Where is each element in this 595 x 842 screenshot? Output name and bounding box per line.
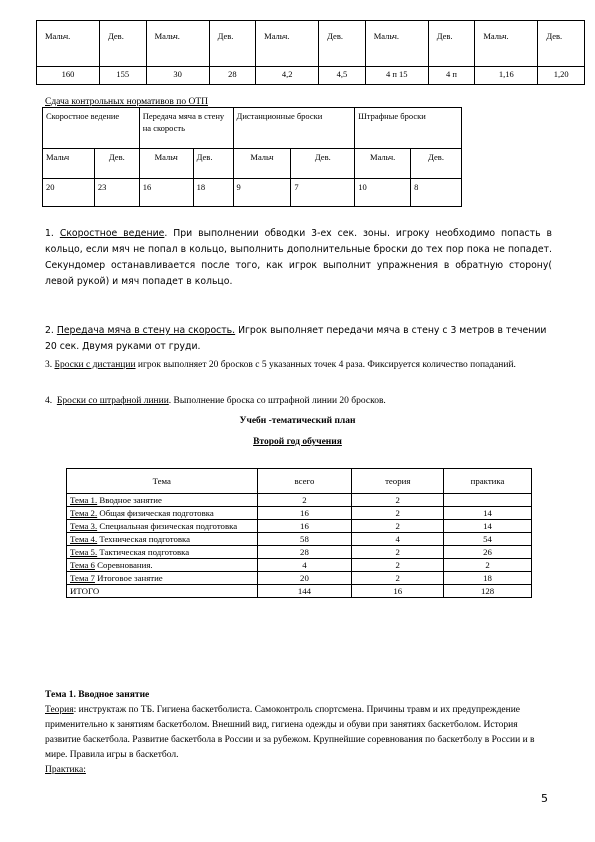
norms-results-value-row <box>37 67 585 85</box>
norms-results-header: Дев. <box>100 21 147 67</box>
topic-1-section <box>45 688 555 778</box>
topic-theory: 2 <box>352 520 444 533</box>
item-number: 1. <box>45 228 54 239</box>
norms-results-value: 4 п <box>428 67 475 85</box>
ofp-value: 8 <box>411 179 462 207</box>
topic-practice: 14 <box>444 520 532 533</box>
curriculum-total-row <box>67 585 532 598</box>
norms-results-header: Мальч. <box>365 21 428 67</box>
topic-theory: 2 <box>352 494 444 507</box>
topic-number: Тема 3. <box>70 521 98 531</box>
norms-results-value: 1,16 <box>475 67 538 85</box>
ofp-value: 20 <box>43 179 95 207</box>
norms-results-header: Дев. <box>319 21 366 67</box>
ofp-group-row <box>43 108 462 149</box>
test-text: игрок выполняет 20 бросков с 5 указанных точек 4 раза. Фиксируется количество попаданий. <box>135 360 516 370</box>
grand-theory: 16 <box>352 585 444 598</box>
topic-total: 2 <box>257 494 352 507</box>
norms-results-header: Дев. <box>538 21 585 67</box>
test-name: Броски со штрафной линии <box>56 396 169 406</box>
norms-results-header-row <box>37 21 585 67</box>
ofp-value: 16 <box>139 179 193 207</box>
test-text: . При выполнении обводки 3-ех сек. зоны. игроку необходимо попасть в кольцо, если мяч не попал в кольцо, выполнить дополнительные броски до тех пор пока не попадет. Секундомер останавливается после того, как игрок выполнит упражнения в обратную сторону( левой рукой) и мяч попадет в кольцо. <box>45 228 552 287</box>
test-description-1 <box>45 226 552 290</box>
norms-results-header: Мальч. <box>256 21 319 67</box>
test-name: Передача мяча в стену на скорость. <box>56 325 236 336</box>
topic-practice <box>444 494 532 507</box>
test-description-4 <box>45 394 550 409</box>
grand-total: 144 <box>257 585 352 598</box>
topic-name: Соревнования. <box>94 560 153 570</box>
total-label: ИТОГО <box>67 585 258 598</box>
topic-total: 16 <box>257 520 352 533</box>
curriculum-row <box>67 507 532 520</box>
norms-results-header: Дев. <box>209 21 256 67</box>
topic-name: Общая физическая подготовка <box>97 508 214 518</box>
plan-title: Учебн -тематический план <box>239 416 356 426</box>
topic-name: Техническая подготовка <box>97 534 191 544</box>
norms-results-value: 4,5 <box>319 67 366 85</box>
ofp-subheader: Мальч. <box>355 149 411 179</box>
ofp-subheader: Дев. <box>291 149 355 179</box>
topic-total: 28 <box>257 546 352 559</box>
norms-results-value: 30 <box>146 67 209 85</box>
grand-practice: 128 <box>444 585 532 598</box>
topic-practice: 18 <box>444 572 532 585</box>
ofp-value: 7 <box>291 179 355 207</box>
topic-number: Тема 7 <box>70 573 95 583</box>
curriculum-table <box>66 468 532 598</box>
norms-results-header: Мальч. <box>475 21 538 67</box>
plan-year: Второй год обучения <box>253 437 342 447</box>
norms-results-value: 160 <box>37 67 100 85</box>
curriculum-header-row <box>67 469 532 494</box>
test-text: . Выполнение броска со штрафной линии 20 бросков. <box>168 396 386 406</box>
theory-label: Теория <box>45 705 74 715</box>
ofp-subheader: Дев. <box>94 149 139 179</box>
theory-text: : инструктаж по ТБ. Гигиена баскетболиста. Самоконтроль спортсмена. Причины травм и их предупреждение применительно к занятиям баскетболом. Внешний вид, гигиена одежды и обуви при занятиях баскетболом. История развитие баскетбола. Развитие баскетбола в России и за рубежом. Крупнейшие соревнования по баскетболу в России и в мире. Правила игры в баскетбол. <box>45 705 535 760</box>
item-number: 2. <box>45 325 54 336</box>
ofp-group-header: Скоростное ведение <box>43 108 140 149</box>
norms-results-value: 4 п 15 <box>365 67 428 85</box>
test-description-3 <box>45 358 550 373</box>
ofp-value-row <box>43 179 462 207</box>
topic-name: Специальная физическая подготовка <box>97 521 238 531</box>
topic-total: 4 <box>257 559 352 572</box>
norms-results-header: Дев. <box>428 21 475 67</box>
norms-results-table <box>36 20 585 85</box>
topic-theory: 2 <box>352 546 444 559</box>
ofp-value: 23 <box>94 179 139 207</box>
topic-practice: 14 <box>444 507 532 520</box>
curriculum-row <box>67 533 532 546</box>
item-number: 4. <box>45 396 53 406</box>
ofp-subheader: Дев. <box>193 149 233 179</box>
topic-number: Тема 4. <box>70 534 98 544</box>
curriculum-row <box>67 572 532 585</box>
topic-practice: 26 <box>444 546 532 559</box>
norms-results-header: Мальч. <box>37 21 100 67</box>
topic-theory: 2 <box>352 559 444 572</box>
norms-results-value: 155 <box>100 67 147 85</box>
test-description-2 <box>45 323 555 355</box>
topic-practice: 2 <box>444 559 532 572</box>
ofp-group-header: Передача мяча в стену на скорость <box>139 108 233 149</box>
norms-results-value: 1,20 <box>538 67 585 85</box>
curriculum-row <box>67 494 532 507</box>
topic-theory: 4 <box>352 533 444 546</box>
curriculum-row <box>67 520 532 533</box>
ofp-norms-table <box>42 107 462 207</box>
ofp-subheader: Дев. <box>411 149 462 179</box>
ofp-subheader: Мальч <box>139 149 193 179</box>
topic-name: Итоговое занятие <box>94 573 163 583</box>
topic-theory: 2 <box>352 507 444 520</box>
norms-results-value: 4,2 <box>256 67 319 85</box>
ofp-subheader: Мальч <box>43 149 95 179</box>
test-text: Игрок выполняет передачи мяча в стену с 3 метров в течении 20 сек. Двумя руками от груди. <box>45 325 547 352</box>
topic-number: Тема 6 <box>70 560 95 570</box>
curriculum-row <box>67 546 532 559</box>
topic-name: Тактическая подготовка <box>97 547 190 557</box>
topic-name: Вводное занятие <box>97 495 162 505</box>
ofp-group-header: Штрафные броски <box>355 108 462 149</box>
test-name: Броски с дистанции <box>54 360 136 370</box>
topic-number: Тема 2. <box>70 508 98 518</box>
test-name: Скоростное ведение <box>59 228 165 239</box>
ofp-value: 9 <box>233 179 291 207</box>
topic-1-title: Тема 1. Вводное занятие <box>45 690 150 700</box>
ofp-value: 18 <box>193 179 233 207</box>
topic-number: Тема 5. <box>70 547 98 557</box>
item-number: 3. <box>45 360 53 370</box>
page-number: 5 <box>541 792 548 805</box>
ofp-caption: Сдача контрольных нормативов по ОТП <box>45 97 209 107</box>
topic-number: Тема 1. <box>70 495 98 505</box>
curriculum-header: всего <box>257 469 352 494</box>
norms-results-header: Мальч. <box>146 21 209 67</box>
topic-practice: 54 <box>444 533 532 546</box>
topic-total: 58 <box>257 533 352 546</box>
ofp-value: 10 <box>355 179 411 207</box>
curriculum-header: теория <box>352 469 444 494</box>
curriculum-row <box>67 559 532 572</box>
ofp-group-header: Дистанционные броски <box>233 108 355 149</box>
topic-total: 20 <box>257 572 352 585</box>
ofp-subheader-row <box>43 149 462 179</box>
norms-results-value: 28 <box>209 67 256 85</box>
curriculum-header: практика <box>444 469 532 494</box>
curriculum-header: Тема <box>67 469 258 494</box>
topic-total: 16 <box>257 507 352 520</box>
practice-label: Практика: <box>45 765 86 775</box>
ofp-subheader: Мальч <box>233 149 291 179</box>
topic-theory: 2 <box>352 572 444 585</box>
